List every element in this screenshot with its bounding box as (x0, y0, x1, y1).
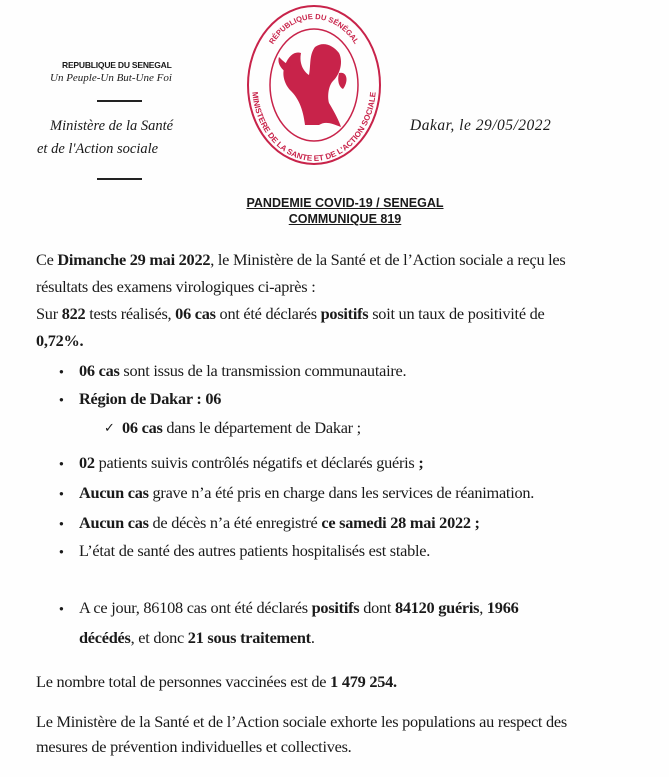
text: mesures de prévention individuelles et collectives. (36, 737, 352, 756)
bullet-icon: ● (59, 489, 64, 498)
list-item (122, 418, 361, 438)
ministry-seal-stamp (243, 3, 385, 168)
communique-number: COMMUNIQUE 819 (288, 212, 402, 226)
bullet-icon: ● (59, 367, 64, 376)
text: dont (359, 598, 395, 617)
bold-text: ; (418, 453, 424, 472)
bold-text: Aucun cas (79, 513, 149, 532)
text: patients suivis contrôlés négatifs et déclarés guéris (94, 453, 419, 472)
text: dans le département de Dakar ; (162, 418, 361, 437)
bold-text: positifs (320, 304, 369, 323)
paragraph-line (36, 712, 567, 732)
bullet-icon: ● (59, 519, 64, 528)
paragraph-line (36, 250, 566, 270)
text: Le nombre total de personnes vaccinées est de (36, 672, 331, 691)
text: . (310, 628, 315, 647)
bold-text: Aucun cas (79, 483, 149, 502)
bold-text: 21 sous traitement (187, 628, 311, 647)
paragraph-line (36, 672, 397, 692)
text: soit un taux de positivité de (368, 304, 545, 323)
bold-text: 84120 guéris (394, 598, 480, 617)
list-item (79, 598, 518, 618)
checkmark-icon: ✓ (104, 420, 115, 435)
document-date: Dakar, le 29/05/2022 (410, 117, 552, 134)
text: , le Ministère de la Santé et de l’Action sociale a reçu les (210, 250, 566, 269)
list-item (79, 483, 534, 503)
seal-top-text: RÉPUBLIQUE DU SÉNÉGAL (267, 12, 361, 46)
paragraph-line (36, 331, 83, 351)
bold-text: décédés (79, 628, 131, 647)
bullet-icon: ● (59, 604, 64, 613)
list-item (79, 453, 424, 473)
bold-text: 822 (61, 304, 86, 323)
list-item (79, 389, 221, 409)
bold-text: positifs (311, 598, 360, 617)
bold-text: 06 cas (175, 304, 216, 323)
bold-text: 1 479 254. (330, 672, 397, 691)
text: résultats des examens virologiques ci-après : (36, 277, 316, 296)
seal-ring-text: MINISTERE DE LA SANTE ET DE L'ACTION SOCIALE (250, 91, 378, 163)
bullet-icon: ● (59, 395, 64, 404)
text: Ce (36, 250, 58, 269)
text: Sur (36, 304, 62, 323)
paragraph-line (36, 277, 315, 297)
ministry-name-line1: Ministère de la Santé (50, 118, 174, 134)
bold-text: Région de Dakar : 06 (79, 389, 222, 408)
text: A ce jour, 86108 cas ont été déclarés (79, 598, 312, 617)
bold-text: 06 cas (122, 418, 163, 437)
republic-heading: REPUBLIQUE DU SENEGAL (62, 60, 172, 70)
bold-text: Dimanche 29 mai 2022 (57, 250, 211, 269)
text: , et donc (130, 628, 188, 647)
text: grave n’a été pris en charge dans les services de réanimation. (148, 483, 535, 502)
text: de décès n’a été enregistré (148, 513, 322, 532)
paragraph-line (79, 628, 315, 648)
list-item (79, 361, 406, 381)
text: L’état de santé des autres patients hospitalisés est stable. (79, 541, 431, 560)
bold-text: 06 cas (79, 361, 120, 380)
communique-title: PANDEMIE COVID-19 / SENEGAL (246, 196, 444, 210)
baobab-tree-icon (278, 44, 346, 127)
bullet-icon: ● (59, 459, 64, 468)
ministry-name-line2: et de l'Action sociale (37, 141, 159, 157)
bold-text: 1966 (486, 598, 519, 617)
text: sont issus de la transmission communautaire. (119, 361, 407, 380)
national-motto: Un Peuple-Un But-Une Foi (50, 72, 172, 84)
list-item (79, 513, 480, 533)
text: Le Ministère de la Santé et de l’Action sociale exhorte les populations au respect des (36, 712, 567, 731)
bold-text: ce samedi 28 mai 2022 ; (321, 513, 480, 532)
text: tests réalisés, (85, 304, 176, 323)
paragraph-line (36, 737, 352, 757)
text: ont été déclarés (215, 304, 321, 323)
paragraph-line (36, 304, 544, 324)
bullet-icon: ● (59, 547, 64, 556)
bold-text: 02 (79, 453, 95, 472)
divider (97, 178, 142, 180)
divider (97, 100, 142, 102)
text: , (479, 598, 487, 617)
list-item (79, 541, 430, 561)
bold-text: 0,72%. (36, 331, 84, 350)
